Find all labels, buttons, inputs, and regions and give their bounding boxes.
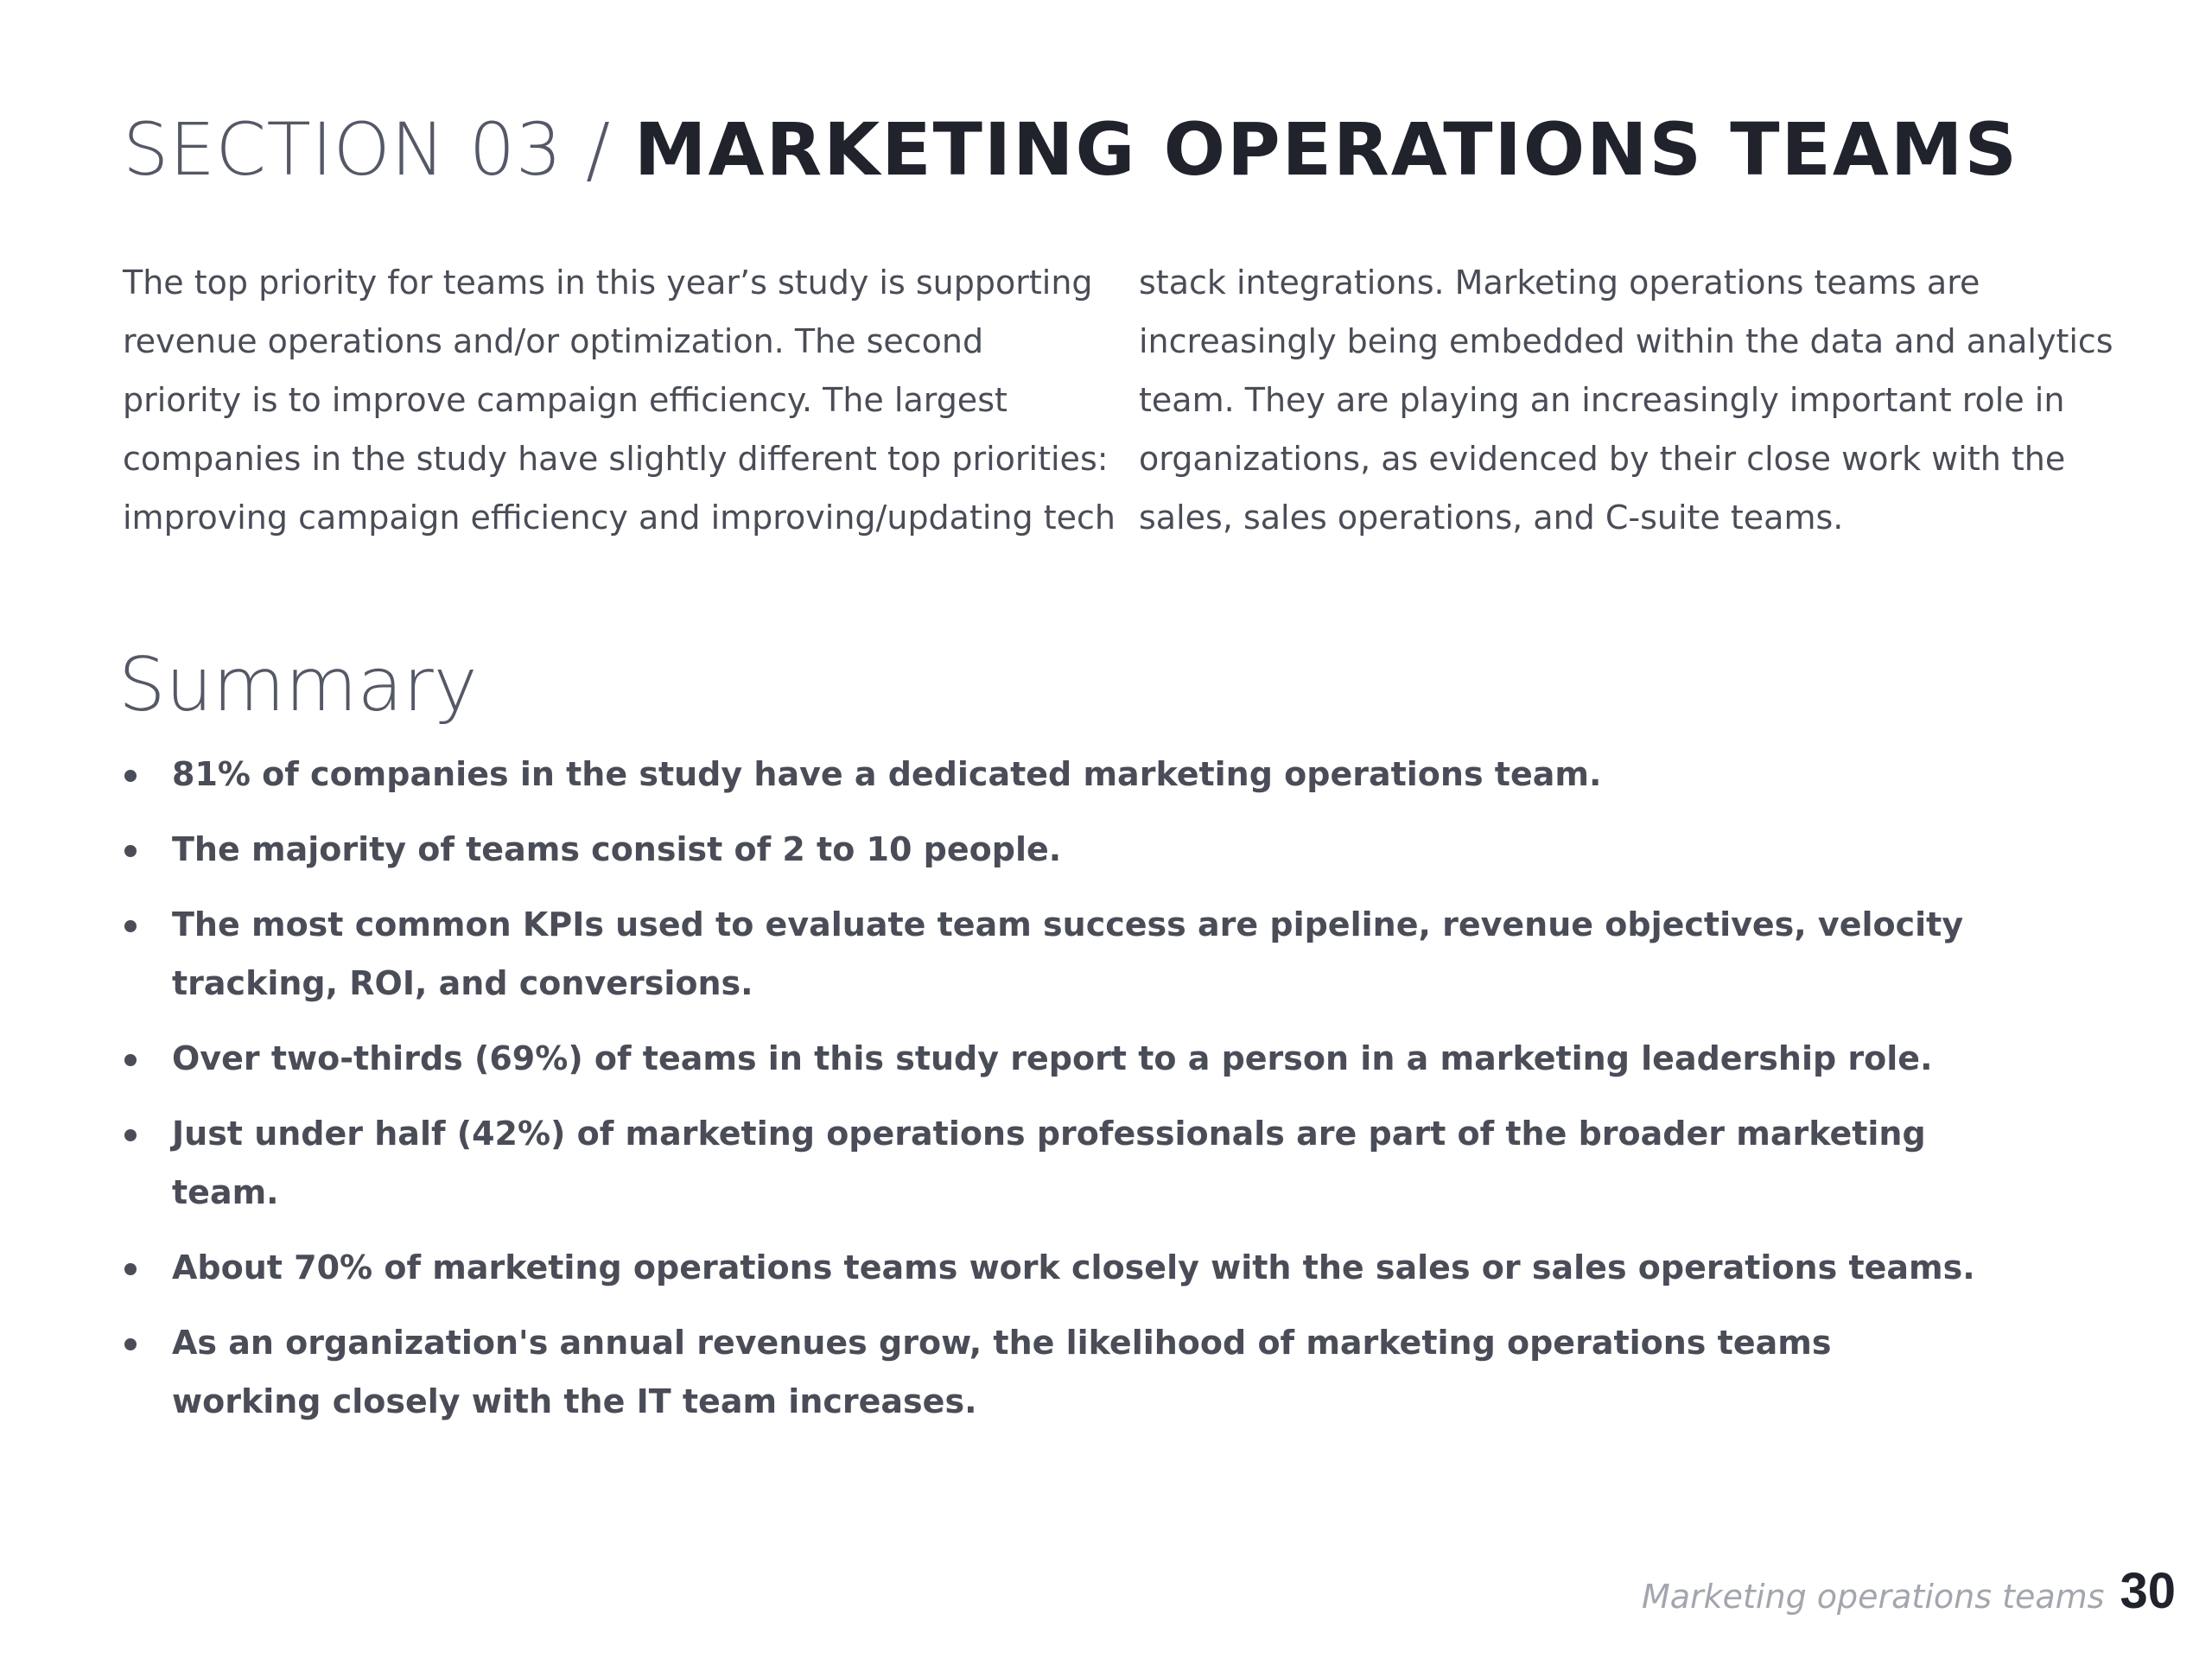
intro-line: team. They are playing an increasingly important role in xyxy=(1139,381,2065,419)
intro-line: stack integrations. Marketing operations teams are xyxy=(1139,264,1980,302)
summary-item-text: The majority of teams consist of 2 to 10 people. xyxy=(172,830,1062,868)
page-title xyxy=(123,102,2018,197)
summary-item-text: As an organization's annual revenues grow, the likelihood of marketing operations teams xyxy=(172,1324,1832,1362)
footer-section-label: Marketing operations teams xyxy=(1641,1578,2105,1616)
intro-line: improving campaign efficiency and improving/updating tech xyxy=(123,499,1116,537)
intro-line: sales, sales operations, and C-suite teams. xyxy=(1139,499,1844,537)
summary-item xyxy=(123,745,1975,804)
summary-item-text: About 70% of marketing operations teams work closely with the sales or sales operations teams. xyxy=(172,1248,1975,1286)
bullet-icon xyxy=(124,845,137,857)
bullet-icon xyxy=(124,1129,137,1141)
bullet-icon xyxy=(124,770,137,782)
summary-item-text: tracking, ROI, and conversions. xyxy=(172,964,753,1002)
section-title: MARKETING OPERATIONS TEAMS xyxy=(633,107,2018,192)
intro-column-right xyxy=(1139,253,2113,547)
intro-line: increasingly being embedded within the data and analytics xyxy=(1139,322,2113,360)
bullet-icon xyxy=(124,1338,137,1350)
page-number: 30 xyxy=(2120,1563,2176,1619)
bullet-icon xyxy=(124,1263,137,1275)
section-label: SECTION 03 xyxy=(123,107,563,192)
summary-item-text: Over two-thirds (69%) of teams in this study report to a person in a marketing leadership role. xyxy=(172,1039,1933,1077)
summary-item-text: Just under half (42%) of marketing operations professionals are part of the broader marketing xyxy=(172,1115,1926,1153)
intro-line: organizations, as evidenced by their close work with the xyxy=(1139,440,2066,478)
summary-item xyxy=(123,1029,1975,1088)
summary-item xyxy=(123,1313,1975,1431)
summary-item-text: 81% of companies in the study have a dedicated marketing operations team. xyxy=(172,755,1602,793)
summary-heading: Summary xyxy=(118,642,478,728)
summary-item xyxy=(123,1104,1975,1222)
summary-item xyxy=(123,1238,1975,1297)
title-separator: / xyxy=(562,107,634,192)
summary-item-text: team. xyxy=(172,1173,279,1211)
summary-item xyxy=(123,895,1975,1013)
page-footer xyxy=(1642,1562,2176,1620)
intro-line: companies in the study have slightly different top priorities: xyxy=(123,440,1109,478)
intro-line: revenue operations and/or optimization. The second xyxy=(123,322,984,360)
bullet-icon xyxy=(124,1054,137,1066)
summary-item xyxy=(123,820,1975,879)
summary-item-text: The most common KPIs used to evaluate team success are pipeline, revenue objectives, velocity xyxy=(172,905,1964,943)
summary-list xyxy=(123,745,1975,1447)
bullet-icon xyxy=(124,920,137,932)
summary-item-text: working closely with the IT team increases. xyxy=(172,1382,977,1420)
intro-line: The top priority for teams in this year’s study is supporting xyxy=(123,264,1093,302)
intro-column-left xyxy=(123,253,1116,547)
intro-line: priority is to improve campaign efficiency. The largest xyxy=(123,381,1007,419)
